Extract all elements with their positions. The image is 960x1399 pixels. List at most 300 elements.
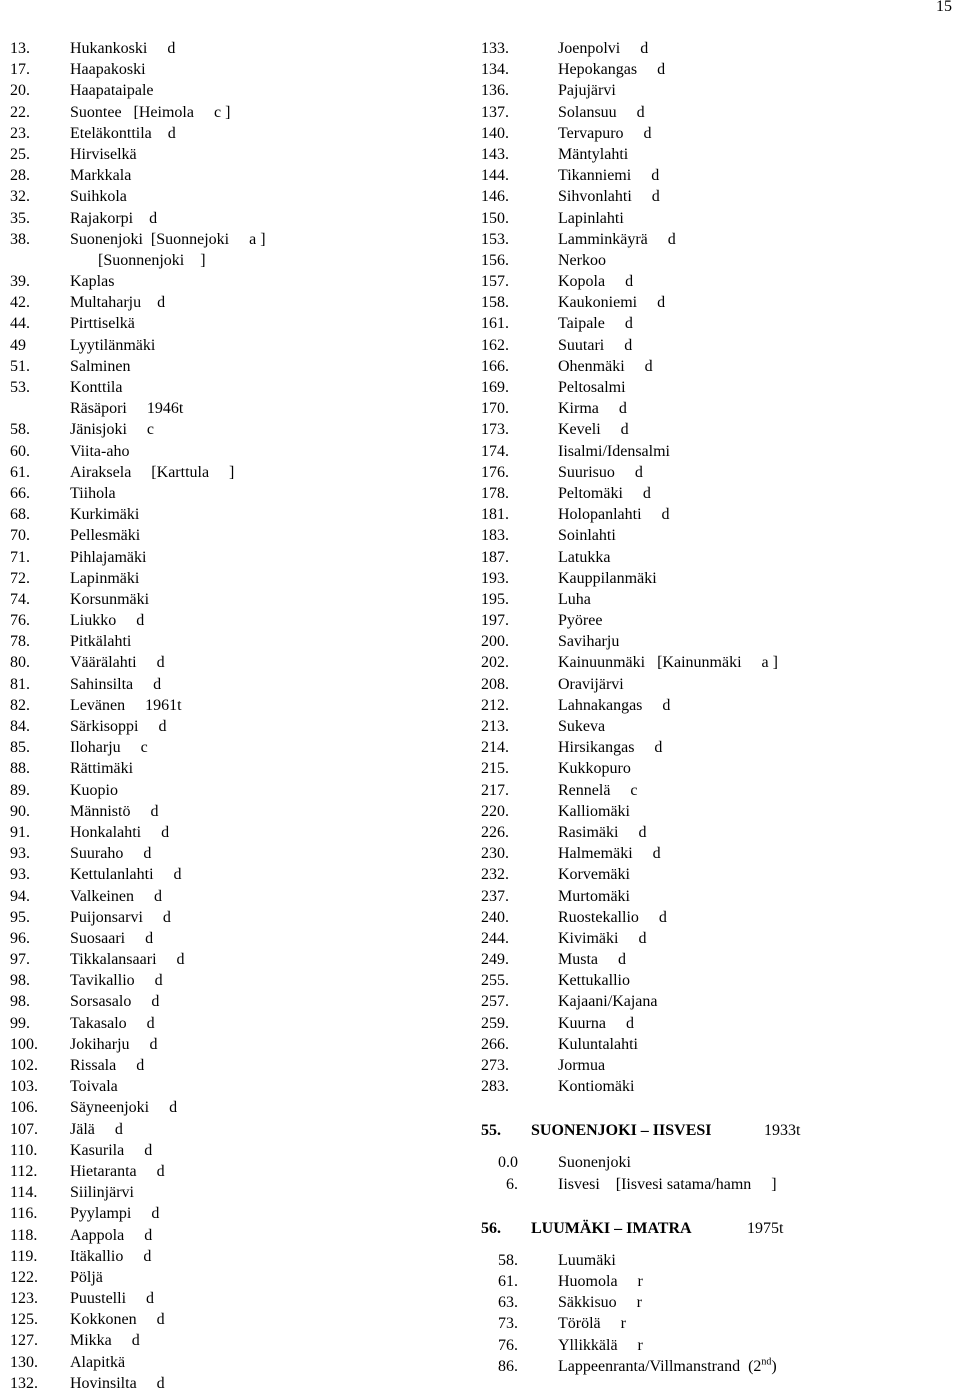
station-km: 58. [498,1251,518,1269]
station-km: 240. [481,908,509,926]
list-item [481,462,951,483]
list-item [481,1174,951,1195]
station-name: Haapakoski [70,61,146,79]
list-item [10,1119,450,1140]
list-item [10,1076,450,1097]
station-name: Taipale d [558,315,633,333]
station-name: Puustelli d [70,1290,155,1308]
station-km: 76. [10,612,30,630]
station-name: Kokkonen d [70,1311,165,1329]
station-km: 237. [481,887,509,905]
list-item [10,1330,450,1351]
station-name: Siilinjärvi [70,1184,134,1202]
station-name: Liukko d [70,612,145,630]
section-55-heading [481,1120,951,1142]
station-name: Aappola d [70,1226,153,1244]
station-km: 42. [10,294,30,312]
station-name: Suonenjoki [558,1154,631,1172]
station-name: Takasalo d [70,1014,155,1032]
station-km: 100. [10,1035,38,1053]
station-km: 183. [481,527,509,545]
station-km: 98. [10,972,30,990]
station-km: 61. [498,1272,518,1290]
station-km: 132. [10,1374,38,1392]
section-title: LUUMÄKI – IMATRA [531,1219,692,1237]
list-item [481,907,951,928]
list-item [481,208,951,229]
station-km: 85. [10,739,30,757]
station-name: Peltomäki d [558,484,651,502]
list-item [10,123,450,144]
list-item [481,313,951,334]
station-km: 95. [10,908,30,926]
list-item [481,695,951,716]
station-name: Rissala d [70,1057,145,1074]
list-item [10,419,450,440]
station-km: 257. [481,993,509,1011]
station-km: 226. [481,823,509,841]
station-name: Rajakorpi d [70,209,158,227]
station-km: 153. [481,230,509,248]
station-name: Hirsikangas d [558,739,663,757]
station-km: 60. [10,442,30,460]
list-item [481,928,951,949]
list-item [10,822,450,843]
list-item [481,758,951,779]
list-item [10,441,450,462]
list-item [481,1013,951,1034]
list-item [481,398,951,419]
station-km: 74. [10,590,30,608]
list-item [10,1161,450,1182]
list-item [10,1140,450,1161]
list-item [10,144,450,165]
station-km: 214. [481,739,509,757]
station-km: 220. [481,802,509,820]
station-km: 23. [10,124,30,142]
station-name: Pyöree [558,612,603,630]
list-item [10,1203,450,1224]
list-item [481,716,951,737]
station-name: Tikanniemi d [558,167,660,185]
list-item [10,377,450,398]
station-name: Konttila [70,379,123,396]
station-name: Iisalmi/Idensalmi [558,442,670,460]
list-item [10,1267,450,1288]
station-name: Haapataipale [70,82,154,100]
station-km: 76. [498,1336,518,1354]
station-name: Sahinsilta d [70,675,162,693]
list-item [481,59,951,80]
station-km: 150. [481,209,509,227]
station-name: Musta d [558,951,626,969]
list-item [10,928,450,949]
station-name: Nerkoo [558,251,606,269]
list-item [481,292,951,313]
station-km: 78. [10,633,30,651]
list-item [481,949,951,970]
list-item [10,59,450,80]
station-name: Suutari d [558,336,633,354]
list-item [10,1309,450,1330]
list-item [481,1356,951,1377]
station-name: Luumäki [558,1251,616,1269]
station-km: 118. [10,1226,38,1244]
station-km: 86. [498,1357,518,1375]
station-km: 174. [481,442,509,460]
station-name: Salminen [70,357,131,375]
station-km: 93. [10,866,30,884]
station-name: Pirttiselkä [70,315,135,333]
station-km: 230. [481,845,509,863]
station-name: Pihlajamäki [70,548,147,566]
station-name: Jänisjoki c [70,421,154,439]
station-km: 84. [10,718,30,735]
list-item [481,991,951,1012]
station-name: Alapitkä [70,1353,126,1371]
list-item [10,38,450,59]
left-column [10,38,450,1394]
station-name: Kaukoniemi d [558,294,666,312]
station-km: 217. [481,781,509,799]
station-name: Kaplas [70,273,115,291]
station-km: 81. [10,675,30,693]
list-item [10,1055,450,1076]
list-item [10,695,450,716]
station-name: Pitkälahti [70,633,132,651]
station-name: Kirma d [558,400,627,418]
station-km: 63. [498,1294,518,1312]
station-name: Suonenjoki [Suonnejoki a ] [70,230,266,248]
station-name: Jälä d [70,1120,123,1138]
station-km: 136. [481,82,509,100]
list-item [10,229,450,250]
list-item [481,483,951,504]
station-name: Mikka d [70,1332,140,1350]
station-km: 197. [481,612,509,630]
station-name: Soinlahti [558,527,616,545]
station-km: 158. [481,294,509,312]
station-name: [Suonnenjoki ] [70,251,206,269]
station-km: 107. [10,1120,38,1138]
station-km: 162. [481,336,509,354]
list-item [10,631,450,652]
station-km: 143. [481,145,509,163]
station-km: 157. [481,273,509,291]
list-item [481,250,951,271]
station-name: Sorsasalo d [70,993,160,1011]
list-item [10,970,450,991]
list-item [10,1352,450,1373]
section-number: 56. [481,1219,501,1237]
station-km: 90. [10,802,30,820]
station-name: Kuluntalahti [558,1035,638,1053]
station-name: Kainuunmäki [Kainunmäki a ] [558,654,778,672]
station-km: 213. [481,718,509,735]
section-year: 1975t [747,1219,784,1237]
station-km: 195. [481,590,509,608]
list-item [10,568,450,589]
station-name: Peltosalmi [558,379,626,396]
station-km: 244. [481,929,509,947]
list-item [10,758,450,779]
list-item [481,144,951,165]
station-km: 53. [10,379,30,396]
station-name: Hukankoski d [70,40,176,57]
list-item [10,1097,450,1118]
station-name: Huomola r [558,1272,643,1290]
section-number: 55. [481,1122,501,1140]
station-name: Hietaranta d [70,1162,165,1180]
station-km: 181. [481,506,509,524]
station-km: 51. [10,357,30,375]
station-km: 68. [10,506,30,524]
list-item [481,80,951,101]
list-item [10,525,450,546]
page-number: 15 [936,0,952,15]
station-name: Pyylampi d [70,1205,160,1223]
station-name: Suosaari d [70,929,154,947]
list-item [481,547,951,568]
station-km: 283. [481,1078,509,1096]
station-km: 89. [10,781,30,799]
station-name: Lappeenranta/Villmanstrand (2nd) [558,1356,777,1375]
list-item [10,547,450,568]
station-km: 173. [481,421,509,439]
list-item [10,165,450,186]
station-name: Lamminkäyrä d [558,230,676,248]
station-km: 38. [10,230,30,248]
station-name: Pöljä [70,1268,103,1286]
list-item [10,186,450,207]
station-name: Toivala [70,1078,118,1096]
station-name: Säyneenjoki d [70,1099,178,1117]
station-name: Korsunmäki [70,590,150,608]
list-item [481,441,951,462]
station-km: 259. [481,1014,509,1032]
station-km: 134. [481,61,509,79]
station-km: 73. [498,1315,518,1333]
station-name: Mäntylahti [558,145,629,163]
station-km: 140. [481,124,509,142]
station-km: 99. [10,1014,30,1032]
list-item [481,356,951,377]
list-item [481,504,951,525]
station-name: Levänen 1961t [70,696,182,714]
list-item [10,292,450,313]
list-item [481,801,951,822]
list-item [10,102,450,123]
station-km: 61. [10,463,30,481]
list-item [481,102,951,123]
station-name: Iloharju c [70,739,148,757]
station-km: 125. [10,1311,38,1329]
station-name: Tavikallio d [70,972,163,990]
station-name: Viita-aho [70,442,130,460]
station-km: 166. [481,357,509,375]
station-name: Tiihola [70,484,116,502]
list-item [481,38,951,59]
station-km: 82. [10,696,30,714]
station-km: 28. [10,167,30,185]
station-km: 212. [481,696,509,714]
station-km: 32. [10,188,30,206]
section-55-list [481,1152,951,1194]
station-km: 70. [10,527,30,545]
station-km: 156. [481,251,509,269]
station-km: 49 [10,336,26,354]
station-name: Sukeva [558,718,606,735]
list-item [481,568,951,589]
station-km: 169. [481,379,509,396]
station-km: 98. [10,993,30,1011]
station-name: Rättimäki [70,760,134,778]
station-km: 96. [10,929,30,947]
list-item [481,886,951,907]
list-item [10,1225,450,1246]
station-km: 102. [10,1057,38,1074]
station-name: Ohenmäki d [558,357,653,375]
station-km: 133. [481,40,509,57]
station-name: Murtomäki [558,887,630,905]
list-item [481,186,951,207]
station-name: Suurisuo d [558,463,643,481]
list-item [10,907,450,928]
list-item [481,377,951,398]
list-item [481,1076,951,1097]
list-item [481,843,951,864]
list-item [10,610,450,631]
station-name: Keveli d [558,421,629,439]
station-km: 255. [481,972,509,990]
station-km: 208. [481,675,509,693]
station-km: 106. [10,1099,38,1117]
section-56-heading [481,1218,951,1240]
station-km: 44. [10,315,30,333]
station-name: Räsäpori 1946t [70,400,184,418]
station-km: 6. [506,1175,518,1193]
station-name: Markkala [70,167,132,185]
list-item [481,525,951,546]
list-item [481,631,951,652]
station-km: 122. [10,1268,38,1286]
station-name: Latukka [558,548,611,566]
station-km: 266. [481,1035,509,1053]
station-name: Lahnakangas d [558,696,671,714]
station-km: 80. [10,654,30,672]
list-item [481,1292,951,1313]
station-name: Särkisoppi d [70,718,167,735]
station-name: Yllikkälä r [558,1336,643,1354]
station-km: 110. [10,1141,38,1159]
station-name: Hirviselkä [70,145,137,163]
station-km: 193. [481,569,509,587]
station-name: Kopola d [558,273,634,291]
station-km: 35. [10,209,30,227]
station-km: 71. [10,548,30,566]
list-item [481,1055,951,1076]
list-item [10,949,450,970]
list-item [481,1250,951,1271]
station-name: Puijonsarvi d [70,908,171,926]
station-km: 176. [481,463,509,481]
list-item [481,652,951,673]
station-name: Tikkalansaari d [70,951,185,969]
station-name: Jokiharju d [70,1035,158,1053]
list-item [481,610,951,631]
list-item [10,589,450,610]
station-name: Säkkisuo r [558,1294,642,1312]
list-item [481,737,951,758]
station-name: Männistö d [70,802,159,820]
list-item [481,335,951,356]
station-name: Airaksela [Karttula ] [70,463,235,481]
station-km: 119. [10,1247,38,1265]
list-item [481,589,951,610]
station-km: 17. [10,61,30,79]
station-name: Halmemäki d [558,845,661,863]
list-item [10,737,450,758]
station-name: Kettukallio [558,972,630,990]
list-item [10,1034,450,1055]
station-name: Lyytilänmäki [70,336,156,354]
list-item [10,1246,450,1267]
station-name: Kasurila d [70,1141,153,1159]
list-item [10,462,450,483]
station-name: Hovinsilta d [70,1374,165,1392]
list-item [10,250,450,271]
list-item [481,864,951,885]
station-name: Kurkimäki [70,506,140,524]
station-km: 94. [10,887,30,905]
station-name: Rennelä c [558,781,638,799]
list-item [481,1034,951,1055]
list-item [481,970,951,991]
station-name: Tervapuro d [558,124,652,142]
station-name: Luha [558,590,591,608]
station-km: 144. [481,167,509,185]
station-name: Kalliomäki [558,802,630,820]
station-km: 22. [10,103,30,121]
list-item [481,271,951,292]
right-column [481,38,951,1377]
list-item [481,1313,951,1334]
list-item [10,1373,450,1394]
list-item [10,886,450,907]
station-name: Suuraho d [70,845,152,863]
station-name: Joenpolvi d [558,40,649,57]
section-title: SUONENJOKI – IISVESI [531,1122,712,1140]
list-item [10,356,450,377]
list-item [481,674,951,695]
list-item [10,716,450,737]
list-item [10,80,450,101]
station-name: Suontee [Heimola c ] [70,103,231,121]
station-km: 130. [10,1353,38,1371]
station-name: Multaharju d [70,294,166,312]
station-name: Ruostekallio d [558,908,667,926]
station-km: 39. [10,273,30,291]
list-item [10,674,450,695]
station-km: 127. [10,1332,38,1350]
station-name: Kukkopuro [558,760,631,778]
station-km: 58. [10,421,30,439]
station-km: 202. [481,654,509,672]
station-name: Itäkallio d [70,1247,152,1265]
list-item [481,419,951,440]
station-km: 91. [10,823,30,841]
list-item [10,652,450,673]
